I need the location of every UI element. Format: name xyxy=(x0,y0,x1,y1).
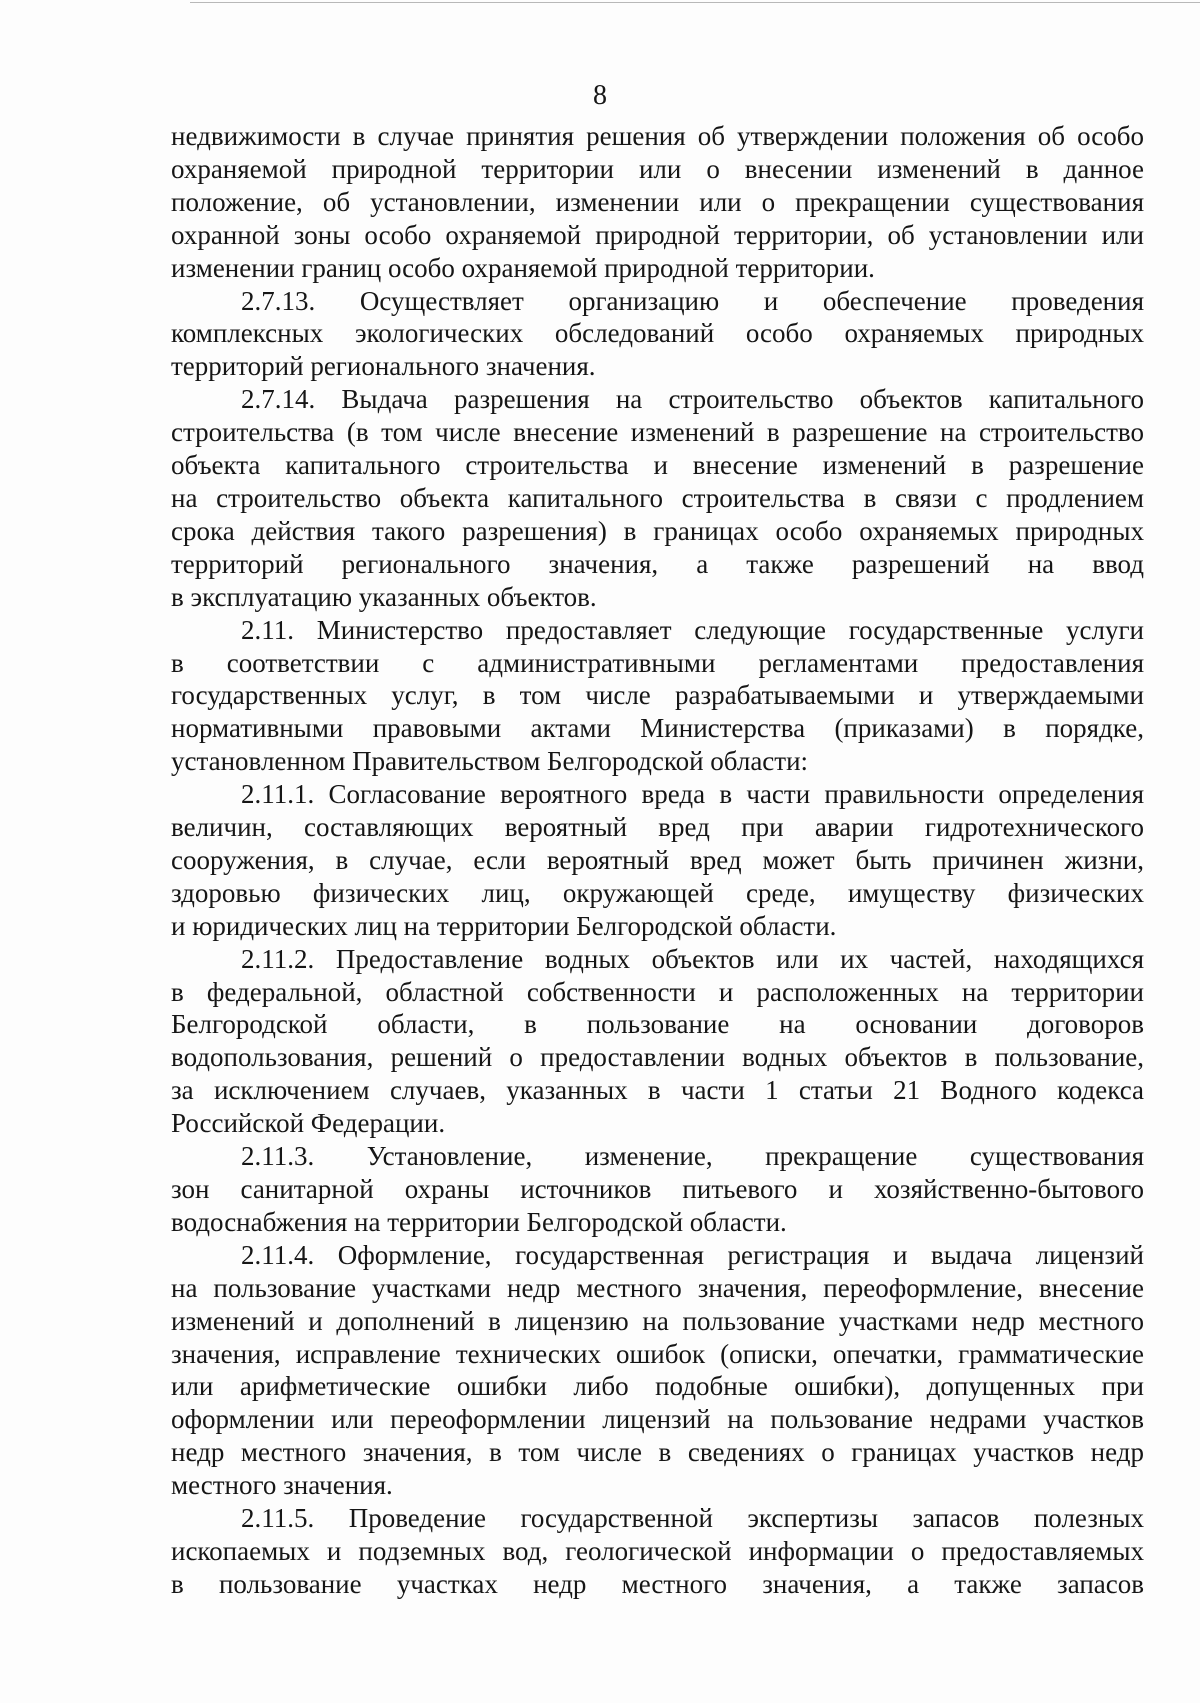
text-line: изменении границ особо охраняемой природной территории. xyxy=(171,252,875,283)
text-line: объекта капитального строительства и внесение изменений в разрешение xyxy=(171,450,1144,481)
text-line: сооружения, в случае, если вероятный вред может быть причинен жизни, xyxy=(171,844,1144,875)
paragraph-2-7-13 xyxy=(171,285,1144,384)
text-line: здоровью физических лиц, окружающей среде, имуществу физических xyxy=(171,877,1144,908)
text-line: территорий регионального значения, а также разрешений на ввод xyxy=(171,548,1144,579)
text-line: 2.11.2. Предоставление водных объектов или их частей, находящихся xyxy=(241,943,1144,974)
text-line: территорий регионального значения. xyxy=(171,351,596,382)
text-line: 2.7.13. Осуществляет организацию и обеспечение проведения xyxy=(241,285,1144,316)
document-body xyxy=(171,120,1144,1601)
text-line: государственных услуг, в том числе разрабатываемыми и утверждаемыми xyxy=(171,680,1144,711)
text-line: недвижимости в случае принятия решения об утверждении положения об особо xyxy=(171,121,1144,151)
text-line: в пользование участках недр местного значения, а также запасов xyxy=(171,1568,1144,1599)
paragraph-2-11-1 xyxy=(171,778,1144,943)
text-line: охранной зоны особо охраняемой природной территории, об установлении или xyxy=(171,219,1144,250)
paragraph-2-11-3 xyxy=(171,1140,1144,1239)
text-line: Российской Федерации. xyxy=(171,1108,446,1139)
text-line: оформлении или переоформлении лицензий на пользование недрами участков xyxy=(171,1404,1144,1435)
text-line: значения, исправление технических ошибок (описки, опечатки, грамматические xyxy=(171,1338,1144,1369)
text-line: на строительство объекта капитального строительства в связи с продлением xyxy=(171,482,1144,513)
text-line: 2.11.5. Проведение государственной экспертизы запасов полезных xyxy=(241,1503,1144,1534)
paragraph-2-7-14 xyxy=(171,383,1144,613)
text-line: изменений и дополнений в лицензию на пользование участками недр местного xyxy=(171,1305,1144,1336)
text-line: или арифметические ошибки либо подобные ошибки), допущенных при xyxy=(171,1371,1144,1402)
text-line: недр местного значения, в том числе в сведениях о границах участков недр xyxy=(171,1437,1144,1468)
paragraph-continuation xyxy=(171,120,1144,285)
text-line: положение, об установлении, изменении или о прекращении существования xyxy=(171,186,1144,217)
paragraph-2-11-4 xyxy=(171,1239,1144,1502)
text-line: 2.11.1. Согласование вероятного вреда в части правильности определения xyxy=(241,779,1144,810)
text-line: 2.7.14. Выдача разрешения на строительство объектов капитального xyxy=(241,384,1144,415)
text-line: 2.11.3. Установление, изменение, прекращение существования xyxy=(241,1141,1144,1172)
text-line: величин, составляющих вероятный вред при аварии гидротехнического xyxy=(171,812,1144,843)
page-top-rule xyxy=(190,2,1200,3)
text-line: установленном Правительством Белгородской области: xyxy=(171,746,809,777)
text-line: комплексных экологических обследований особо охраняемых природных xyxy=(171,318,1144,349)
text-line: в соответствии с административными регламентами предоставления xyxy=(171,647,1144,678)
text-line: в эксплуатацию указанных объектов. xyxy=(171,581,597,612)
page-number: 8 xyxy=(593,80,607,111)
text-line: в федеральной, областной собственности и расположенных на территории xyxy=(171,976,1144,1007)
text-line: за исключением случаев, указанных в части 1 статьи 21 Водного кодекса xyxy=(171,1075,1144,1106)
text-line: зон санитарной охраны источников питьевого и хозяйственно-бытового xyxy=(171,1174,1144,1204)
text-line: строительства (в том числе внесение изменений в разрешение на строительство xyxy=(171,417,1144,448)
paragraph-2-11-5 xyxy=(171,1502,1144,1601)
paragraph-2-11-2 xyxy=(171,943,1144,1140)
text-line: Белгородской области, в пользование на основании договоров xyxy=(171,1009,1144,1040)
text-line: срока действия такого разрешения) в границах особо охраняемых природных xyxy=(171,515,1144,546)
text-line: охраняемой природной территории или о внесении изменений в данное xyxy=(171,153,1144,184)
text-line: местного значения. xyxy=(171,1470,393,1501)
text-line: на пользование участками недр местного значения, переоформление, внесение xyxy=(171,1272,1144,1303)
text-line: водопользования, решений о предоставлении водных объектов в пользование, xyxy=(171,1042,1144,1073)
paragraph-2-11 xyxy=(171,614,1144,779)
text-line: 2.11. Министерство предоставляет следующие государственные услуги xyxy=(241,614,1144,645)
text-line: нормативными правовыми актами Министерства (приказами) в порядке, xyxy=(171,713,1144,744)
text-line: водоснабжения на территории Белгородской области. xyxy=(171,1206,787,1237)
text-line: 2.11.4. Оформление, государственная регистрация и выдача лицензий xyxy=(241,1239,1144,1270)
text-line: ископаемых и подземных вод, геологической информации о предоставляемых xyxy=(171,1535,1144,1566)
text-line: и юридических лиц на территории Белгородской области. xyxy=(171,910,837,941)
